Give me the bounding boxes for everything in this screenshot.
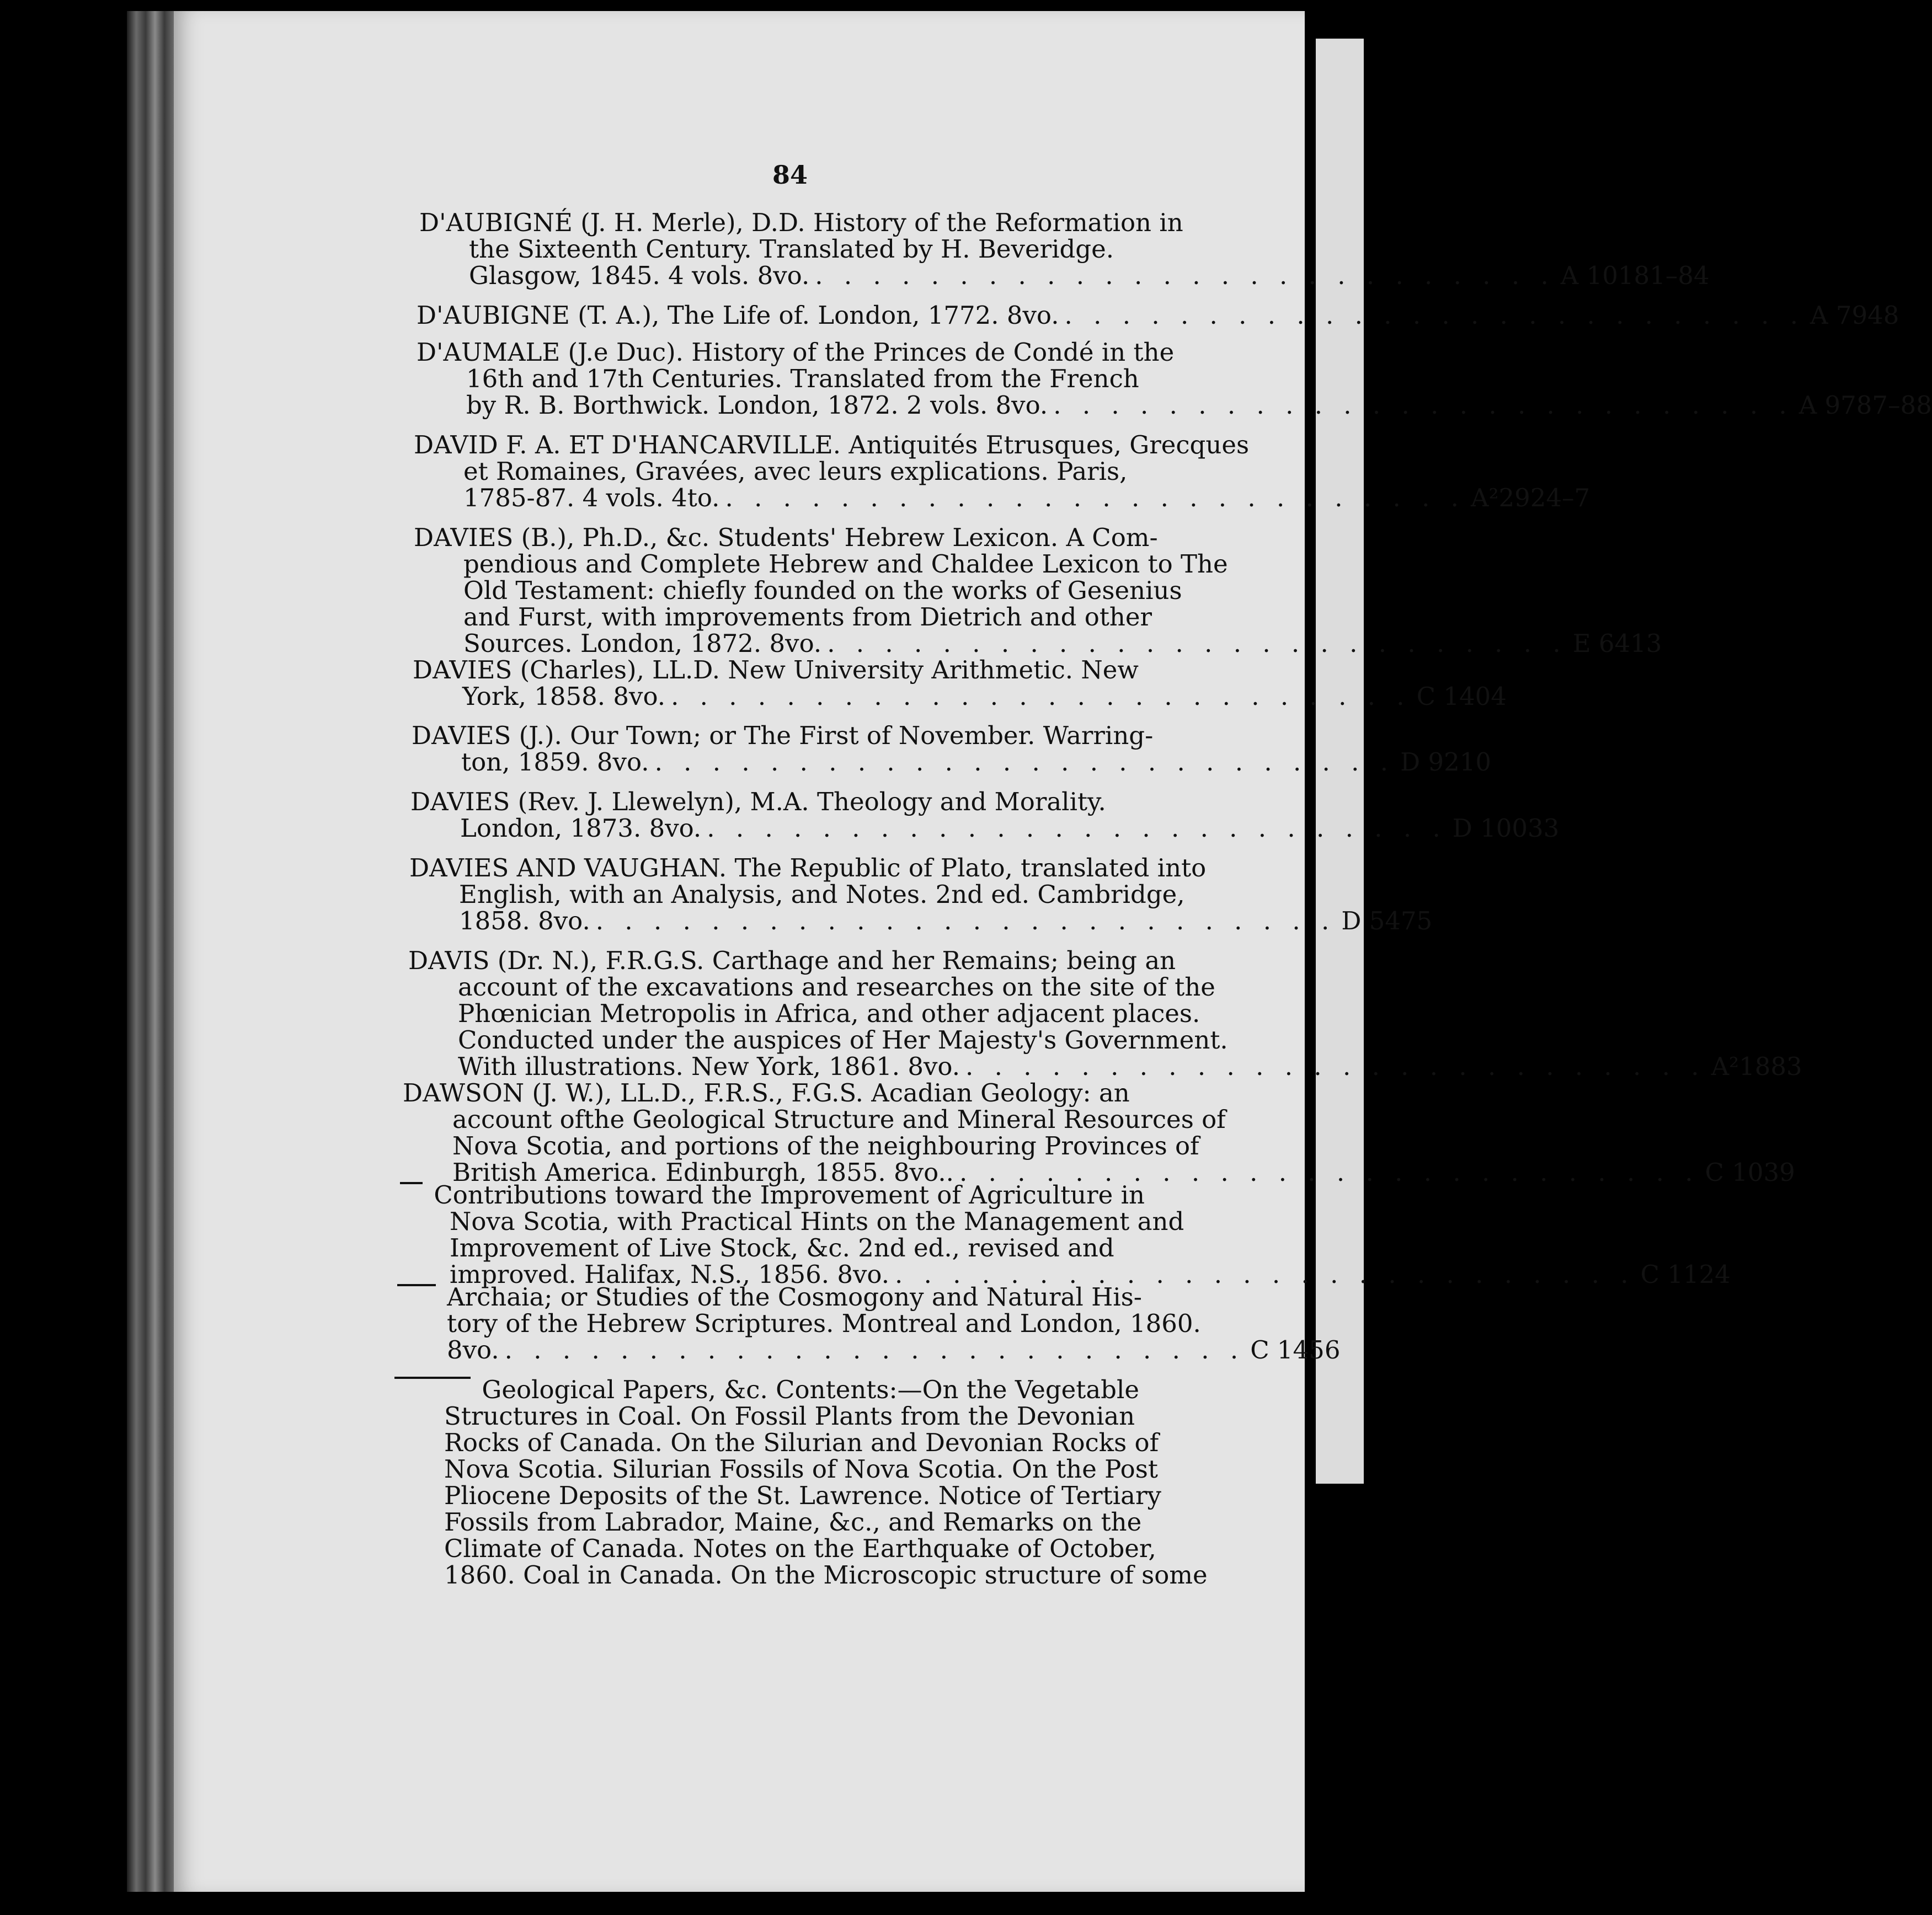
entry-text: et Romaines, Gravées, avec leurs explications. Paris, (463, 457, 1128, 486)
entry-line (408, 972, 1215, 1002)
shelf-mark: D 10033 (1452, 814, 1560, 843)
entry-line (408, 1052, 1802, 1081)
shelf-mark: C 1039 (1705, 1158, 1795, 1187)
entry-text: 8vo. (447, 1335, 499, 1365)
entry-line (408, 1025, 1228, 1055)
entry-text: Nova Scotia, with Practical Hints on the Management and (450, 1207, 1184, 1236)
leader-dots: . . . . . . . . . . . . . . . . . . . . . . . . . . (654, 747, 1395, 777)
entry-line (417, 391, 1932, 420)
catalogue-entry (394, 1375, 1208, 1590)
entry-text: and Furst, with improvements from Dietrich and other (463, 602, 1152, 632)
entry-line (413, 657, 1157, 683)
catalogue-entry (409, 853, 1433, 935)
entry-line (410, 789, 1155, 815)
catalogue-entry (413, 655, 1507, 711)
ditto-dash (397, 1284, 436, 1310)
entry-line (414, 483, 1591, 512)
entry-line (394, 1377, 1139, 1403)
catalogue-entry (400, 1180, 1731, 1289)
catalogue-entry (414, 523, 1662, 658)
shelf-mark: A 9787–88 (1798, 391, 1932, 420)
entry-line (412, 723, 1156, 749)
entry-line (414, 549, 1228, 579)
entry-line (397, 1284, 1142, 1310)
catalogue-entry (417, 301, 1899, 330)
shelf-mark: D 5475 (1341, 906, 1433, 935)
leader-dots: . . . . . . . . . . . . . . . . . . . . . . . . . . (504, 1335, 1245, 1365)
entry-text: ton, 1859. 8vo. (461, 747, 649, 777)
shelf-mark: D 9210 (1400, 747, 1491, 777)
entry-text: 1860. Coal in Canada. On the Microscopic structure of some (444, 1560, 1208, 1590)
entry-text: Glasgow, 1845. 4 vols. 8vo. (469, 261, 810, 290)
catalogue-entry (403, 1078, 1795, 1187)
entry-line (400, 1235, 1145, 1261)
entry-text: 1785-87. 4 vols. 4to. (463, 483, 720, 512)
entry-text: York, 1858. 8vo. (462, 682, 666, 711)
entry-line (409, 853, 1207, 882)
leader-dots: . . . . . . . . . . . . . . . . . . . . . . . . . . (815, 261, 1555, 290)
page-number: 84 (772, 160, 808, 190)
shelf-mark: A 10181–84 (1560, 261, 1710, 290)
entry-text: DAVIES AND VAUGHAN. The Republic of Plato, translated into (409, 853, 1207, 882)
leader-dots: . . . . . . . . . . . . . . . . . . . . . . . . . . (671, 682, 1411, 711)
catalogue-entry (408, 946, 1802, 1081)
entry-line (394, 1454, 1158, 1484)
entry-text: Contributions toward the Improvement of Agriculture in (434, 1180, 1145, 1210)
entry-text: pendious and Complete Hebrew and Chaldee Lexicon to The (463, 549, 1228, 579)
entry-text: the Sixteenth Century. Translated by H. Beveridge. (469, 234, 1114, 264)
entry-line (408, 999, 1200, 1028)
catalogue-entry (414, 430, 1591, 512)
entry-text: British America. Edinburgh, 1855. 8vo.. (452, 1158, 954, 1187)
leader-dots: . . . . . . . . . . . . . . . . . . . . . . . . . . (959, 1158, 1700, 1187)
entry-text: DAVIES (J.). Our Town; or The First of November. Warring- (412, 721, 1154, 750)
entry-line (410, 814, 1560, 843)
entry-text: D'AUBIGNE (T. A.), The Life of. London, 1772. 8vo. (417, 301, 1059, 330)
entry-line (413, 682, 1507, 711)
entry-text: improved. Halifax, N.S., 1856. 8vo. (450, 1260, 889, 1289)
entry-text: London, 1873. 8vo. (460, 814, 702, 843)
entry-text: Rocks of Canada. On the Silurian and Devonian Rocks of (444, 1428, 1159, 1457)
entry-text: Fossils from Labrador, Maine, &c., and Remarks on the (444, 1507, 1142, 1537)
entry-line (403, 1105, 1226, 1134)
shelf-mark: C 1456 (1250, 1335, 1341, 1365)
entry-line (414, 576, 1182, 605)
entry-text: Old Testament: chiefly founded on the works of Gesenius (463, 576, 1182, 605)
entry-text: D'AUBIGNÉ (J. H. Merle), D.D. History of the Reformation in (419, 208, 1183, 237)
catalogue-entry (397, 1282, 1341, 1365)
shelf-mark: C 1124 (1640, 1260, 1731, 1289)
entry-text: account of the excavations and researches on the site of the (458, 972, 1215, 1002)
entry-line (419, 261, 1710, 290)
entry-text: DAVIES (Charles), LL.D. New University Arithmetic. New (413, 655, 1139, 684)
entry-text: English, with an Analysis, and Notes. 2nd ed. Cambridge, (459, 880, 1185, 909)
entry-text: Structures in Coal. On Fossil Plants from the Devonian (444, 1402, 1135, 1431)
catalogue-entry (412, 721, 1491, 777)
entry-line (414, 430, 1250, 459)
entry-line (400, 1207, 1184, 1236)
entry-line (397, 1335, 1341, 1365)
entry-line (409, 880, 1185, 909)
entry-line (409, 906, 1433, 935)
catalogue-entry (419, 208, 1710, 290)
leader-dots: . . . . . . . . . . . . . . . . . . . . . . . . . . (827, 629, 1567, 658)
entry-line (394, 1481, 1161, 1510)
entry-text: With illustrations. New York, 1861. 8vo. (458, 1052, 960, 1081)
entry-text: Nova Scotia. Silurian Fossils of Nova Scotia. On the Post (444, 1454, 1158, 1484)
entry-line (394, 1534, 1156, 1563)
entry-line (412, 747, 1491, 777)
entry-line (414, 604, 1159, 630)
entry-line (394, 1428, 1159, 1457)
entry-line (419, 208, 1183, 237)
entry-text: Improvement of Live Stock, &c. 2nd ed., revised and (450, 1233, 1114, 1263)
entry-text: by R. B. Borthwick. London, 1872. 2 vols. 8vo. (466, 391, 1048, 420)
entry-line (414, 629, 1662, 658)
entry-text: Nova Scotia, and portions of the neighbouring Provinces of (452, 1131, 1199, 1160)
entry-text: Sources. London, 1872. 8vo. (463, 629, 822, 658)
entry-line (400, 1182, 1145, 1208)
ditto-dash (394, 1377, 471, 1403)
entry-text: DAVIS (Dr. N.), F.R.G.S. Carthage and her Remains; being an (408, 946, 1176, 975)
entry-text: Geological Papers, &c. Contents:—On the Vegetable (482, 1375, 1139, 1404)
shelf-mark: A²1883 (1711, 1052, 1802, 1081)
entry-text: 16th and 17th Centuries. Translated from the French (466, 364, 1139, 393)
entry-text: D'AUMALE (J.e Duc). History of the Princes de Condé in the (417, 338, 1175, 367)
entry-line (419, 236, 1164, 263)
entry-text: 1858. 8vo. (459, 906, 590, 935)
entry-line (417, 301, 1899, 330)
scan-border-left (0, 0, 127, 1915)
ditto-dash (400, 1182, 423, 1208)
entry-line (417, 366, 1161, 392)
entry-text: account ofthe Geological Structure and Mineral Resources of (452, 1105, 1226, 1134)
leader-dots: . . . . . . . . . . . . . . . . . . . . . . . . . . (895, 1260, 1635, 1289)
leader-dots: . . . . . . . . . . . . . . . . . . . . . . . . . . (707, 814, 1447, 843)
shelf-mark: E 6413 (1572, 629, 1662, 658)
entry-text: DAWSON (J. W.), LL.D., F.R.S., F.G.S. Acadian Geology: an (403, 1078, 1130, 1108)
leader-dots: . . . . . . . . . . . . . . . . . . . . . . . . . . (595, 906, 1336, 935)
entry-line (394, 1507, 1142, 1537)
catalogue-entry (410, 787, 1560, 843)
entry-text: Phœnician Metropolis in Africa, and other adjacent places. (458, 999, 1200, 1028)
shelf-mark: A 7948 (1810, 301, 1899, 330)
entry-line (414, 458, 1159, 485)
entry-line (417, 338, 1175, 367)
entry-text: Climate of Canada. Notes on the Earthquake of October, (444, 1534, 1156, 1563)
entry-text: tory of the Hebrew Scriptures. Montreal and London, 1860. (447, 1309, 1201, 1338)
entry-text: DAVID F. A. ET D'HANCARVILLE. Antiquités Etrusques, Grecques (414, 430, 1250, 459)
leader-dots: . . . . . . . . . . . . . . . . . . . . . . . . . . (965, 1052, 1706, 1081)
leader-dots: . . . . . . . . . . . . . . . . . . . . . . . . . . (1053, 391, 1794, 420)
entry-text: Archaia; or Studies of the Cosmogony and Natural His- (447, 1282, 1142, 1312)
leader-dots: . . . . . . . . . . . . . . . . . . . . . . . . . . (1064, 301, 1805, 330)
entry-line (408, 946, 1176, 975)
shelf-mark: A²2924–7 (1470, 483, 1591, 512)
catalogue-entry (417, 338, 1932, 420)
entry-text: DAVIES (B.), Ph.D., &c. Students' Hebrew Lexicon. A Com- (414, 523, 1158, 552)
entry-line (397, 1309, 1201, 1338)
leader-dots: . . . . . . . . . . . . . . . . . . . . . . . . . . (725, 483, 1465, 512)
entry-text: DAVIES (Rev. J. Llewelyn), M.A. Theology and Morality. (410, 787, 1106, 816)
entry-line (414, 525, 1159, 551)
shelf-mark: C 1404 (1416, 682, 1507, 711)
entry-line (394, 1403, 1139, 1430)
entry-text: Conducted under the auspices of Her Majesty's Government. (458, 1025, 1228, 1055)
entry-line (394, 1560, 1208, 1590)
entry-text: Pliocene Deposits of the St. Lawrence. Notice of Tertiary (444, 1481, 1161, 1510)
entry-line (403, 1080, 1148, 1106)
entry-line (403, 1131, 1199, 1160)
book-binding (127, 11, 174, 1892)
